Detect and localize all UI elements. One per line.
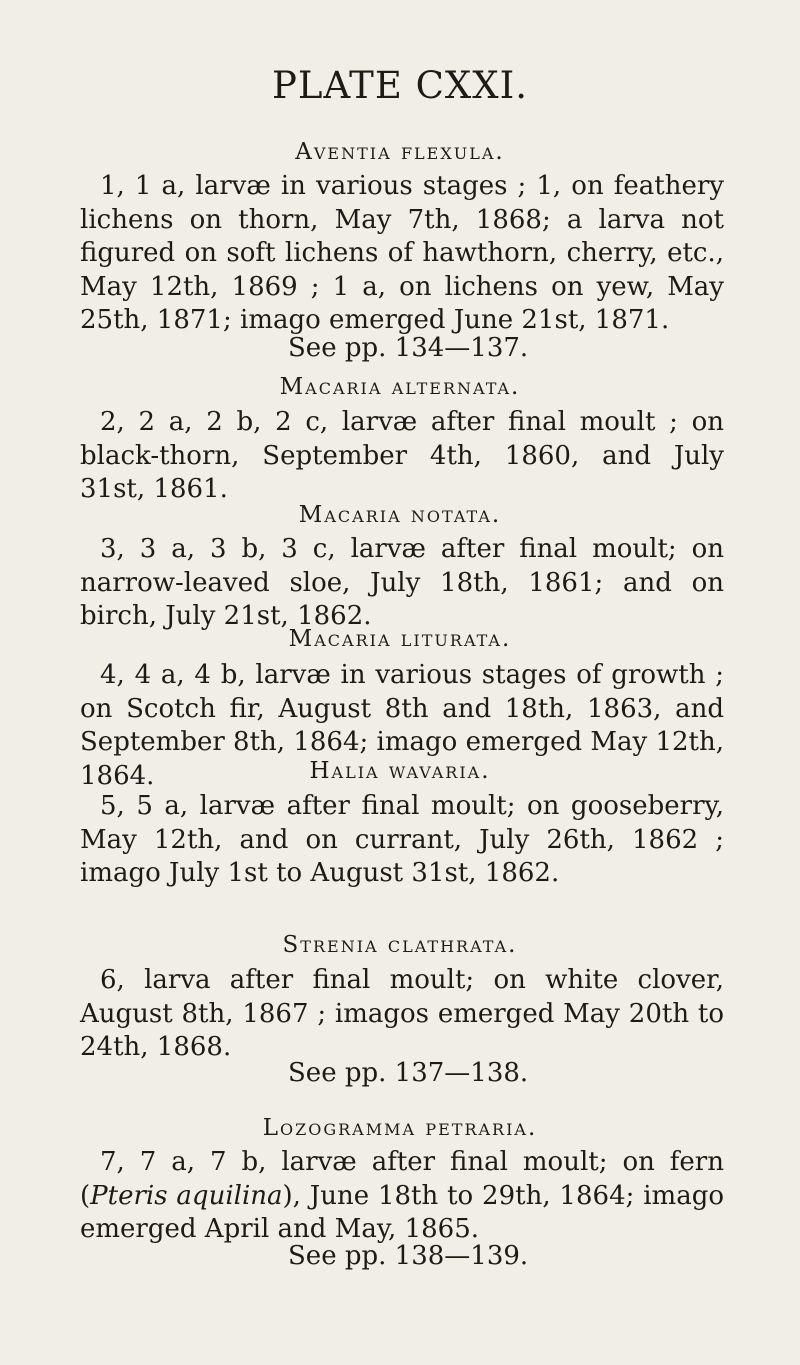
species-heading-halia-wavaria: Halia wavaria. bbox=[309, 758, 491, 784]
page-reference: See pp. 134—137. bbox=[288, 333, 529, 363]
entry-halia-wavaria: 5, 5 a, larvæ after final moult; on gooseberry, May 12th, and on currant, July 26th, 1862 ; imago July 1st to August 31st, 1862. bbox=[80, 791, 724, 888]
italic-species-name: Pteris aquilina bbox=[90, 1180, 283, 1211]
species-heading-lozogramma-petraria: Lozogramma petraria. bbox=[262, 1115, 538, 1141]
entry-text: 7, 7 a, 7 b, larvæ after final moult; on fern ( bbox=[80, 1147, 724, 1211]
plate-title: PLATE CXXI. bbox=[272, 64, 528, 107]
page-reference: See pp. 137—138. bbox=[288, 1058, 529, 1088]
species-heading-strenia-clathrata: Strenia clathrata. bbox=[282, 932, 518, 958]
species-heading-macaria-alternata: Macaria alternata. bbox=[279, 374, 521, 400]
entry-macaria-liturata: 4, 4 a, 4 b, larvæ in various stages of growth ; on Scotch fir, August 8th and 18th, 1863, and September 8th, 1864; imago emerged May 12th, 1864. bbox=[80, 660, 724, 791]
entry-macaria-alternata: 2, 2 a, 2 b, 2 c, larvæ after final moult ; on black-thorn, September 4th, 1860, and July 31st, 1861. bbox=[80, 407, 724, 504]
species-heading-aventia: Aventia flexula. bbox=[295, 139, 505, 165]
entry-lozogramma-petraria bbox=[80, 1146, 724, 1247]
species-heading-macaria-notata: Macaria notata. bbox=[298, 502, 502, 528]
entry-text: ), June 18th to 29th, 1864; imago emerged April and May, 1865. bbox=[80, 1180, 724, 1244]
entry-aventia: 1, 1 a, larvæ in various stages ; 1, on feathery lichens on thorn, May 7th, 1868; a larva not figured on soft lichens of hawthorn, cherry, etc., May 12th, 1869 ; 1 a, on lichens on yew, May 25th, 1871; imago emerged June 21st, 1871. bbox=[80, 171, 724, 335]
page-reference: See pp. 138—139. bbox=[288, 1241, 529, 1271]
entry-macaria-notata: 3, 3 a, 3 b, 3 c, larvæ after final moult; on narrow-leaved sloe, July 18th, 1861; and on birch, July 21st, 1862. bbox=[80, 534, 724, 631]
species-heading-macaria-liturata: Macaria liturata. bbox=[288, 626, 512, 652]
entry-strenia-clathrata: 6, larva after final moult; on white clover, August 8th, 1867 ; imagos emerged May 20th to 24th, 1868. bbox=[80, 965, 724, 1062]
